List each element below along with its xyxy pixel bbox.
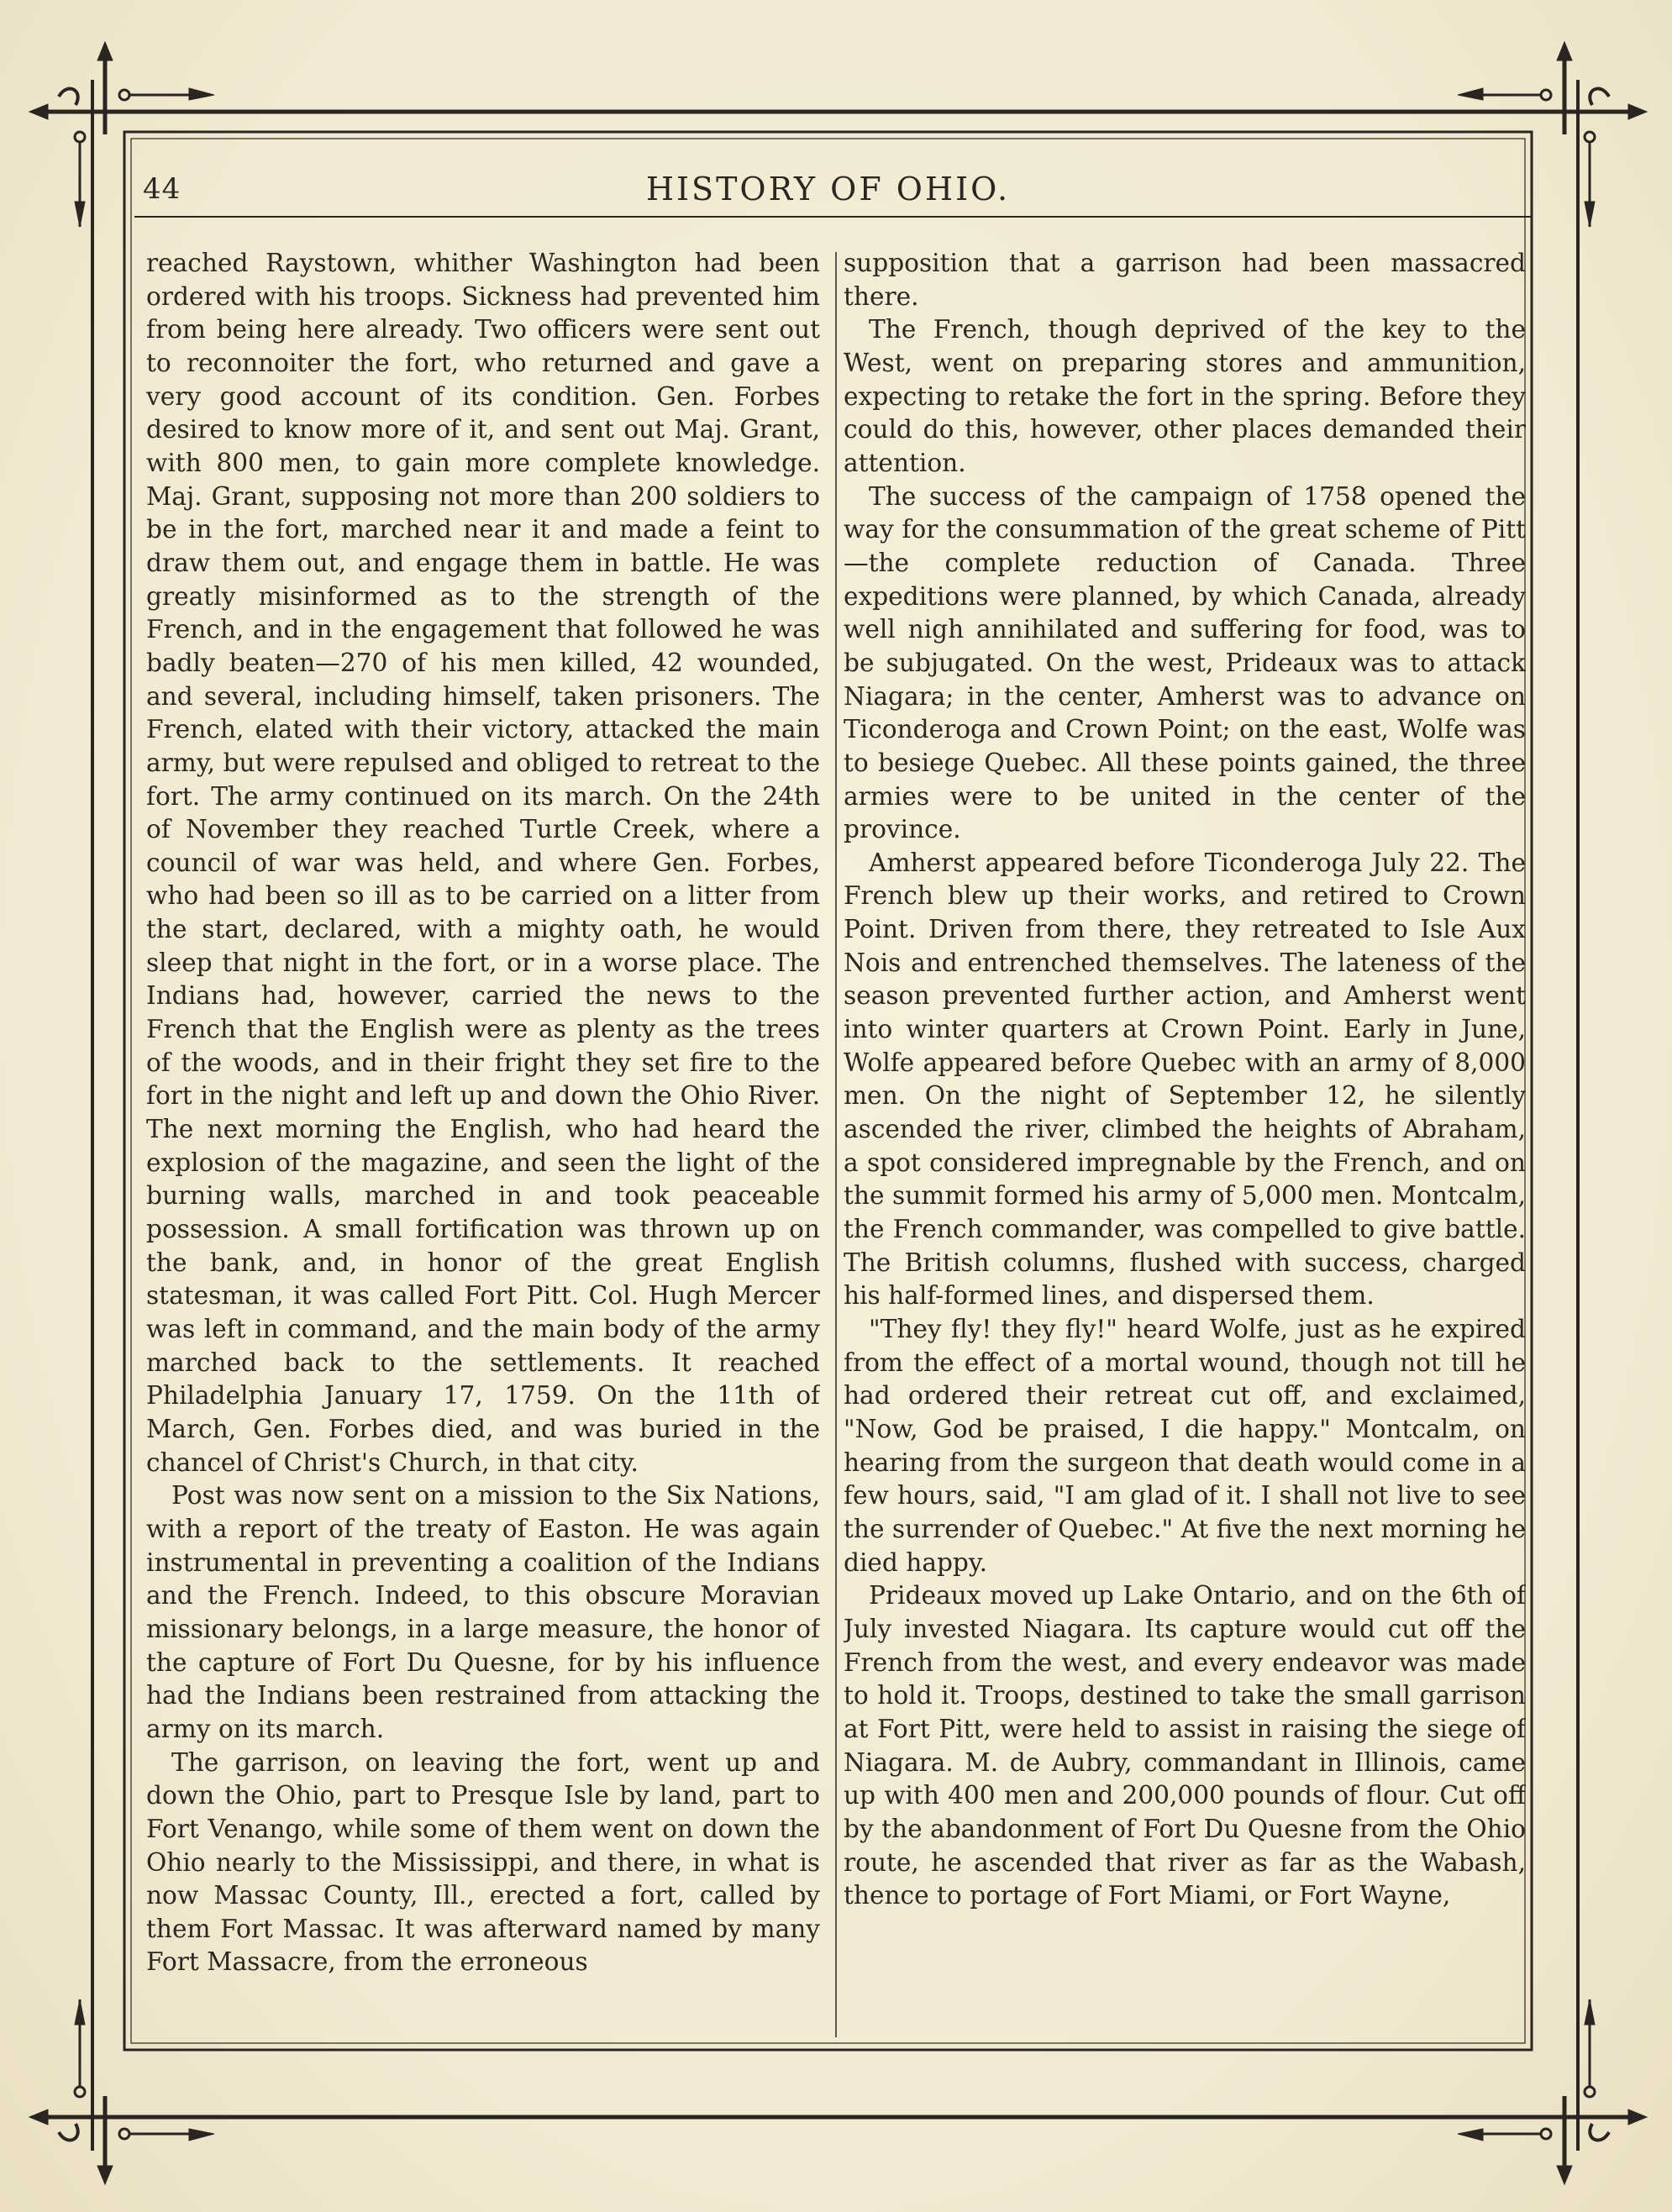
page-frame — [124, 132, 1532, 2050]
paragraph: Post was now sent on a mission to the Six Nations, with a report of the treaty of Easton. He was again instrumental in preventing a coalition of the Indians and the French. Indeed, to this obscure Moravian missionary belongs, in a large measure, the honor of the capture of Fort Du Quesne, for by his influence had the Indians been restrained from attacking the army on its march. — [146, 1481, 820, 1743]
page-number: 44 — [143, 172, 181, 206]
paragraph: The garrison, on leaving the fort, went up and down the Ohio, part to Presque Isle by land, part to Fort Venango, while some of them went on down the Ohio nearly to the Mississippi, and there, in what is now Massac County, Ill., erected a fort, called by them Fort Massac. It was afterward named by many Fort Massacre, from the erroneous — [146, 1747, 820, 1977]
paragraph: reached Raystown, whither Washington had been ordered with his troops. Sickness had prevented him from being here already. Two officers were sent out to reconnoiter the fort, who returned and gave a very good account of its condition. Gen. Forbes desired to know more of it, and sent out Maj. Grant, with 800 men, to gain more complete knowledge. Maj. Grant, supposing not more than 200 soldiers to be in the fort, marched near it and made a feint to draw them out, and engage them in battle. He was greatly misinformed as to the strength of the French, and in the engagement that followed he was badly beaten—270 of his men killed, 42 wounded, and several, including himself, taken prisoners. The French, elated with their victory, attacked the main army, but were repulsed and obliged to retreat to the fort. The army continued on its march. On the 24th of November they reached Turtle Creek, where a council of war was held, and where Gen. Forbes, who had been so ill as to be carried on a litter from the start, declared, with a mighty oath, he would sleep that night in the fort, or in a worse place. The Indians had, however, carried the news to the French that the English were as plenty as the trees of the woods, and in their fright they set fire to the fort in the night and left up and down the Ohio River. The next morning the English, who had heard the explosion of the magazine, and seen the light of the burning walls, marched in and took peaceable possession. A small fortification was thrown up on the bank, and, in honor of the great English statesman, it was called Fort Pitt. Col. Hugh Mercer was left in command, and the main body of the army marched back to the settlements. It reached Philadelphia January 17, 1759. On the 11th of March, Gen. Forbes died, and was buried in the chancel of Christ's Church, in that city. — [146, 249, 820, 1477]
running-title: HISTORY OF OHIO. — [645, 171, 1011, 208]
paragraph: Prideaux moved up Lake Ontario, and on the 6th of July invested Niagara. Its capture would cut off the French from the west, and every endeavor was made to hold it. Troops, destined to take the small garrison at Fort Pitt, were held to assist in raising the siege of Niagara. M. de Aubry, commandant in Illinois, came up with 400 men and 200,000 pounds of flour. Cut off by the abandonment of Fort Du Quesne from the Ohio route, he ascended that river as far as the Wabash, thence to portage of Fort Miami, or Fort Wayne, — [844, 1581, 1526, 1910]
paragraph: The success of the campaign of 1758 opened the way for the consummation of the great scheme of Pitt—the complete reduction of Canada. Three expeditions were planned, by which Canada, already well nigh annihilated and suffering for food, was to be subjugated. On the west, Prideaux was to attack Niagara; in the center, Amherst was to advance on Ticonderoga and Crown Point; on the east, Wolfe was to besiege Quebec. All these points gained, the three armies were to be united in the center of the province. — [844, 481, 1526, 844]
paragraph: "They fly! they fly!" heard Wolfe, just as he expired from the effect of a mortal wound, though not till he had ordered their retreat cut off, and exclaimed, "Now, God be praised, I die happy." Montcalm, on hearing from the surgeon that death would come in a few hours, said, "I am glad of it. I shall not live to see the surrender of Quebec." At five the next morning he died happy. — [844, 1315, 1526, 1577]
paragraph: supposition that a garrison had been massacred there. — [844, 249, 1526, 311]
text-column-right — [844, 247, 1526, 2045]
text-column-left — [146, 247, 820, 2045]
paragraph: The French, though deprived of the key to the West, went on preparing stores and ammunition, expecting to retake the fort in the spring. Before they could do this, however, other places demanded their attention. — [844, 315, 1526, 477]
page-header — [124, 132, 1532, 216]
paragraph: Amherst appeared before Ticonderoga July 22. The French blew up their works, and retired to Crown Point. Driven from there, they retreated to Isle Aux Nois and entrenched themselves. The lateness of the season prevented further action, and Amherst went into winter quarters at Crown Point. Early in June, Wolfe appeared before Quebec with an army of 8,000 men. On the night of September 12, he silently ascended the river, climbed the heights of Abraham, a spot considered impregnable by the French, and on the summit formed his army of 5,000 men. Montcalm, the French commander, was compelled to give battle. The British columns, flushed with success, charged his half-formed lines, and dispersed them. — [844, 848, 1526, 1311]
